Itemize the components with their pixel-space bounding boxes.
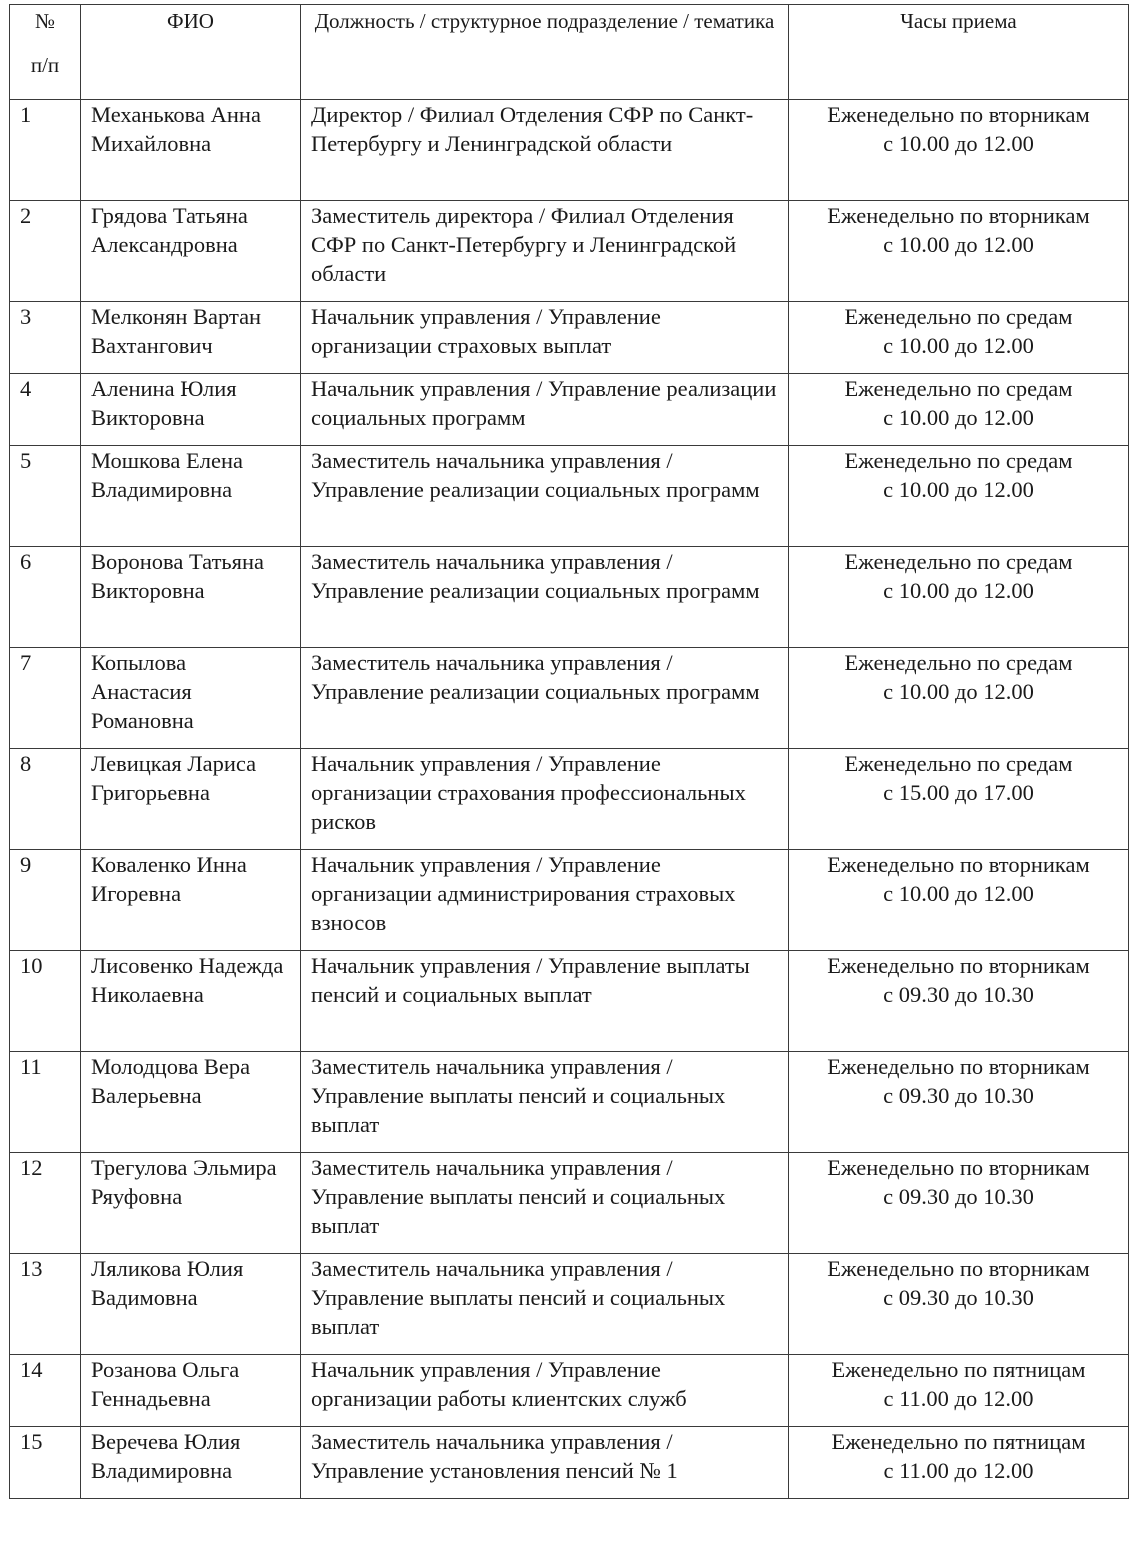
row-hours-days: Еженедельно по вторникам: [827, 102, 1090, 127]
header-number: [10, 5, 81, 100]
table-row: [10, 201, 1129, 302]
header-number-sign: №: [34, 9, 56, 33]
row-hours-time: с 09.30 до 10.30: [883, 1285, 1034, 1310]
row-hours-days: Еженедельно по средам: [844, 448, 1073, 473]
reception-schedule-table: [9, 4, 1129, 1499]
table-row: [10, 850, 1129, 951]
row-position: Заместитель начальника управления / Управление реализации социальных программ: [301, 547, 789, 648]
row-hours: [789, 648, 1129, 749]
row-hours-time: с 15.00 до 17.00: [883, 780, 1034, 805]
row-number: 8: [10, 749, 81, 850]
row-number: 1: [10, 100, 81, 201]
row-number: 5: [10, 446, 81, 547]
row-hours-days: Еженедельно по средам: [844, 650, 1073, 675]
table-row: [10, 951, 1129, 1052]
document-page: [9, 4, 1129, 1499]
row-position: Начальник управления / Управление организации администрирования страховых взносов: [301, 850, 789, 951]
row-hours-time: с 10.00 до 12.00: [883, 679, 1034, 704]
row-hours: [789, 1427, 1129, 1499]
row-hours-days: Еженедельно по средам: [844, 751, 1073, 776]
table-header-row: [10, 5, 1129, 100]
row-name: Трегулова Эльмира Ряуфовна: [81, 1153, 301, 1254]
table-row: [10, 1427, 1129, 1499]
table-row: [10, 648, 1129, 749]
row-position: Начальник управления / Управление организации страховых выплат: [301, 302, 789, 374]
row-name: Коваленко Инна Игоревна: [81, 850, 301, 951]
row-number: 15: [10, 1427, 81, 1499]
row-position: Начальник управления / Управление организации страхования профессиональных рисков: [301, 749, 789, 850]
row-hours: [789, 1355, 1129, 1427]
header-name: ФИО: [81, 5, 301, 100]
row-hours: [789, 302, 1129, 374]
row-hours-days: Еженедельно по средам: [844, 376, 1073, 401]
row-hours-days: Еженедельно по средам: [844, 304, 1073, 329]
row-hours-days: Еженедельно по вторникам: [827, 1256, 1090, 1281]
row-position: Директор / Филиал Отделения СФР по Санкт-Петербургу и Ленинградской области: [301, 100, 789, 201]
row-hours-time: с 10.00 до 12.00: [883, 131, 1034, 156]
row-number: 7: [10, 648, 81, 749]
row-hours-days: Еженедельно по вторникам: [827, 1155, 1090, 1180]
row-hours-days: Еженедельно по вторникам: [827, 203, 1090, 228]
row-hours-days: Еженедельно по вторникам: [827, 852, 1090, 877]
row-hours-days: Еженедельно по вторникам: [827, 953, 1090, 978]
row-number: 6: [10, 547, 81, 648]
row-hours-time: с 10.00 до 12.00: [883, 333, 1034, 358]
row-hours: [789, 850, 1129, 951]
row-hours-time: с 10.00 до 12.00: [883, 477, 1034, 502]
row-position: Заместитель начальника управления / Управление выплаты пенсий и социальных выплат: [301, 1153, 789, 1254]
table-row: [10, 1052, 1129, 1153]
row-number: 10: [10, 951, 81, 1052]
row-name: Лисовенко Надежда Николаевна: [81, 951, 301, 1052]
row-hours-time: с 09.30 до 10.30: [883, 1184, 1034, 1209]
row-number: 4: [10, 374, 81, 446]
row-position: Заместитель начальника управления / Управление выплаты пенсий и социальных выплат: [301, 1052, 789, 1153]
header-number-abbr: п/п: [30, 53, 60, 77]
table-body: [10, 100, 1129, 1499]
row-name: Левицкая Лариса Григорьевна: [81, 749, 301, 850]
row-hours-time: с 11.00 до 12.00: [883, 1458, 1034, 1483]
row-hours-days: Еженедельно по пятницам: [831, 1429, 1086, 1454]
row-name: Грядова Татьяна Александровна: [81, 201, 301, 302]
row-position: Заместитель директора / Филиал Отделения СФР по Санкт-Петербургу и Ленинградской области: [301, 201, 789, 302]
header-hours: Часы приема: [789, 5, 1129, 100]
row-hours: [789, 446, 1129, 547]
row-hours-days: Еженедельно по средам: [844, 549, 1073, 574]
row-hours: [789, 1254, 1129, 1355]
table-row: [10, 446, 1129, 547]
row-number: 3: [10, 302, 81, 374]
table-row: [10, 547, 1129, 648]
row-position: Заместитель начальника управления / Управление установления пенсий № 1: [301, 1427, 789, 1499]
row-name: Копылова Анастасия Романовна: [81, 648, 301, 749]
row-position: Начальник управления / Управление реализации социальных программ: [301, 374, 789, 446]
row-name: Аленина Юлия Викторовна: [81, 374, 301, 446]
row-number: 9: [10, 850, 81, 951]
row-name: Молодцова Вера Валерьевна: [81, 1052, 301, 1153]
table-row: [10, 302, 1129, 374]
table-row: [10, 374, 1129, 446]
row-position: Начальник управления / Управление выплаты пенсий и социальных выплат: [301, 951, 789, 1052]
row-hours: [789, 951, 1129, 1052]
table-row: [10, 1355, 1129, 1427]
row-hours: [789, 1153, 1129, 1254]
table-row: [10, 100, 1129, 201]
row-position: Заместитель начальника управления / Управление выплаты пенсий и социальных выплат: [301, 1254, 789, 1355]
row-name: Ляликова Юлия Вадимовна: [81, 1254, 301, 1355]
row-name: Мошкова Елена Владимировна: [81, 446, 301, 547]
row-name: Воронова Татьяна Викторовна: [81, 547, 301, 648]
row-position: Начальник управления / Управление организации работы клиентских служб: [301, 1355, 789, 1427]
row-name: Механькова Анна Михайловна: [81, 100, 301, 201]
row-position: Заместитель начальника управления / Управление реализации социальных программ: [301, 446, 789, 547]
row-number: 11: [10, 1052, 81, 1153]
row-hours: [789, 201, 1129, 302]
row-number: 13: [10, 1254, 81, 1355]
row-name: Мелконян Вартан Вахтангович: [81, 302, 301, 374]
row-hours-days: Еженедельно по пятницам: [831, 1357, 1086, 1382]
row-hours: [789, 547, 1129, 648]
row-number: 12: [10, 1153, 81, 1254]
row-number: 14: [10, 1355, 81, 1427]
row-hours: [789, 749, 1129, 850]
row-position: Заместитель начальника управления / Управление реализации социальных программ: [301, 648, 789, 749]
row-hours: [789, 100, 1129, 201]
row-hours-time: с 10.00 до 12.00: [883, 881, 1034, 906]
row-hours-time: с 10.00 до 12.00: [883, 405, 1034, 430]
header-position: Должность / структурное подразделение / тематика: [301, 5, 789, 100]
table-row: [10, 1153, 1129, 1254]
row-hours-time: с 09.30 до 10.30: [883, 982, 1034, 1007]
row-number: 2: [10, 201, 81, 302]
row-hours: [789, 374, 1129, 446]
row-hours: [789, 1052, 1129, 1153]
table-row: [10, 749, 1129, 850]
row-hours-time: с 09.30 до 10.30: [883, 1083, 1034, 1108]
table-row: [10, 1254, 1129, 1355]
row-hours-days: Еженедельно по вторникам: [827, 1054, 1090, 1079]
row-name: Веречева Юлия Владимировна: [81, 1427, 301, 1499]
row-hours-time: с 10.00 до 12.00: [883, 578, 1034, 603]
row-name: Розанова Ольга Геннадьевна: [81, 1355, 301, 1427]
row-hours-time: с 10.00 до 12.00: [883, 232, 1034, 257]
row-hours-time: с 11.00 до 12.00: [883, 1386, 1034, 1411]
